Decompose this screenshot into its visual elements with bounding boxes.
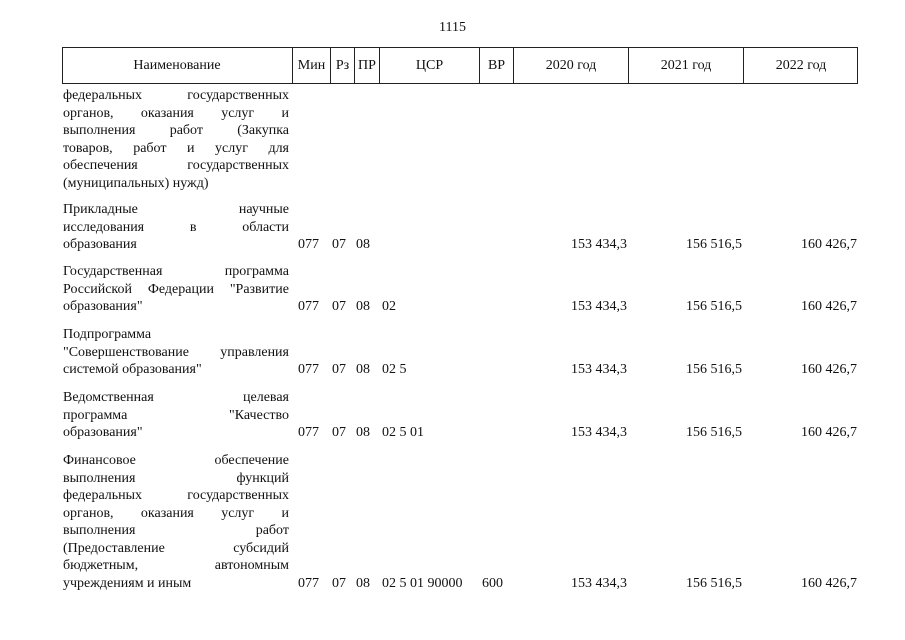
row-name <box>63 87 289 192</box>
header-2021: 2021 год <box>628 47 743 84</box>
cell-y2020: 153 434,3 <box>571 362 627 377</box>
cell-pr: 08 <box>356 237 370 252</box>
row-name <box>63 452 289 592</box>
cell-y2022: 160 426,7 <box>801 362 857 377</box>
name-line: образования" <box>63 299 143 314</box>
cell-y2021: 156 516,5 <box>686 425 742 440</box>
name-line: Государственная программа <box>63 264 289 279</box>
header-name: Наименование <box>133 57 221 73</box>
name-line: Российской Федерации "Развитие <box>63 281 289 297</box>
name-line: (муниципальных) нужд) <box>63 175 209 191</box>
row-name <box>63 263 289 316</box>
cell-min: 077 <box>298 299 319 314</box>
cell-csr: 02 5 01 <box>382 425 424 440</box>
name-line: "Совершенствование управления <box>63 344 289 360</box>
cell-y2022: 160 426,7 <box>801 425 857 440</box>
row-name <box>63 326 289 379</box>
cell-y2022: 160 426,7 <box>801 237 857 252</box>
name-line: органов, оказания услуг и <box>63 505 289 521</box>
cell-min: 077 <box>298 425 319 440</box>
cell-rz: 07 <box>332 299 346 314</box>
cell-rz: 07 <box>332 362 346 377</box>
page-number: 1115 <box>439 20 466 35</box>
cell-y2021: 156 516,5 <box>686 299 742 314</box>
cell-pr: 08 <box>356 299 370 314</box>
name-line: образования" <box>63 425 143 440</box>
cell-pr: 08 <box>356 362 370 377</box>
header-2022: 2022 год <box>743 47 858 84</box>
cell-y2021: 156 516,5 <box>686 362 742 377</box>
row-name <box>63 201 289 254</box>
row-name <box>63 389 289 442</box>
cell-rz: 07 <box>332 237 346 252</box>
name-line: выполнения работ <box>63 523 289 538</box>
header-2020: 2020 год <box>513 47 628 84</box>
name-line: федеральных государственных <box>63 488 289 503</box>
cell-csr: 02 <box>382 299 396 314</box>
name-line: системой образования" <box>63 362 202 377</box>
cell-y2021: 156 516,5 <box>686 575 742 591</box>
cell-pr: 08 <box>356 425 370 440</box>
cell-y2020: 153 434,3 <box>571 425 627 440</box>
name-line: образования <box>63 237 137 252</box>
cell-csr: 02 5 01 90000 <box>382 575 463 591</box>
name-line: органов, оказания услуг и <box>63 105 289 121</box>
name-line: Подпрограмма <box>63 327 152 342</box>
name-line: Ведомственная целевая <box>63 390 289 405</box>
name-line: программа "Качество <box>63 407 289 423</box>
name-line: Прикладные научные <box>63 202 289 217</box>
cell-min: 077 <box>298 575 319 591</box>
header-csr: ЦСР <box>379 47 479 84</box>
name-line: выполнения работ (Закупка <box>63 123 289 138</box>
cell-rz: 07 <box>332 575 346 591</box>
name-line: Финансовое обеспечение <box>63 453 289 468</box>
name-line: обеспечения государственных <box>63 158 289 173</box>
name-line: учреждениям и иным <box>63 575 192 591</box>
cell-csr: 02 5 <box>382 362 407 377</box>
cell-y2020: 153 434,3 <box>571 575 627 591</box>
header-pr: ПР <box>354 47 379 84</box>
header-rz: Рз <box>330 47 354 84</box>
cell-pr: 08 <box>356 575 370 591</box>
name-line: выполнения функций <box>63 470 289 486</box>
name-line: исследования в области <box>63 219 289 235</box>
cell-y2022: 160 426,7 <box>801 299 857 314</box>
header-vr: ВР <box>479 47 513 84</box>
cell-y2020: 153 434,3 <box>571 299 627 314</box>
cell-min: 077 <box>298 362 319 377</box>
name-line: (Предоставление субсидий <box>63 540 289 556</box>
header-min: Мин <box>292 47 330 84</box>
name-line: товаров, работ и услуг для <box>63 140 289 156</box>
cell-y2020: 153 434,3 <box>571 237 627 252</box>
name-line: бюджетным, автономным <box>63 558 289 573</box>
cell-y2021: 156 516,5 <box>686 237 742 252</box>
cell-rz: 07 <box>332 425 346 440</box>
cell-min: 077 <box>298 237 319 252</box>
cell-y2022: 160 426,7 <box>801 575 857 591</box>
cell-vr: 600 <box>482 575 503 591</box>
name-line: федеральных государственных <box>63 88 289 103</box>
